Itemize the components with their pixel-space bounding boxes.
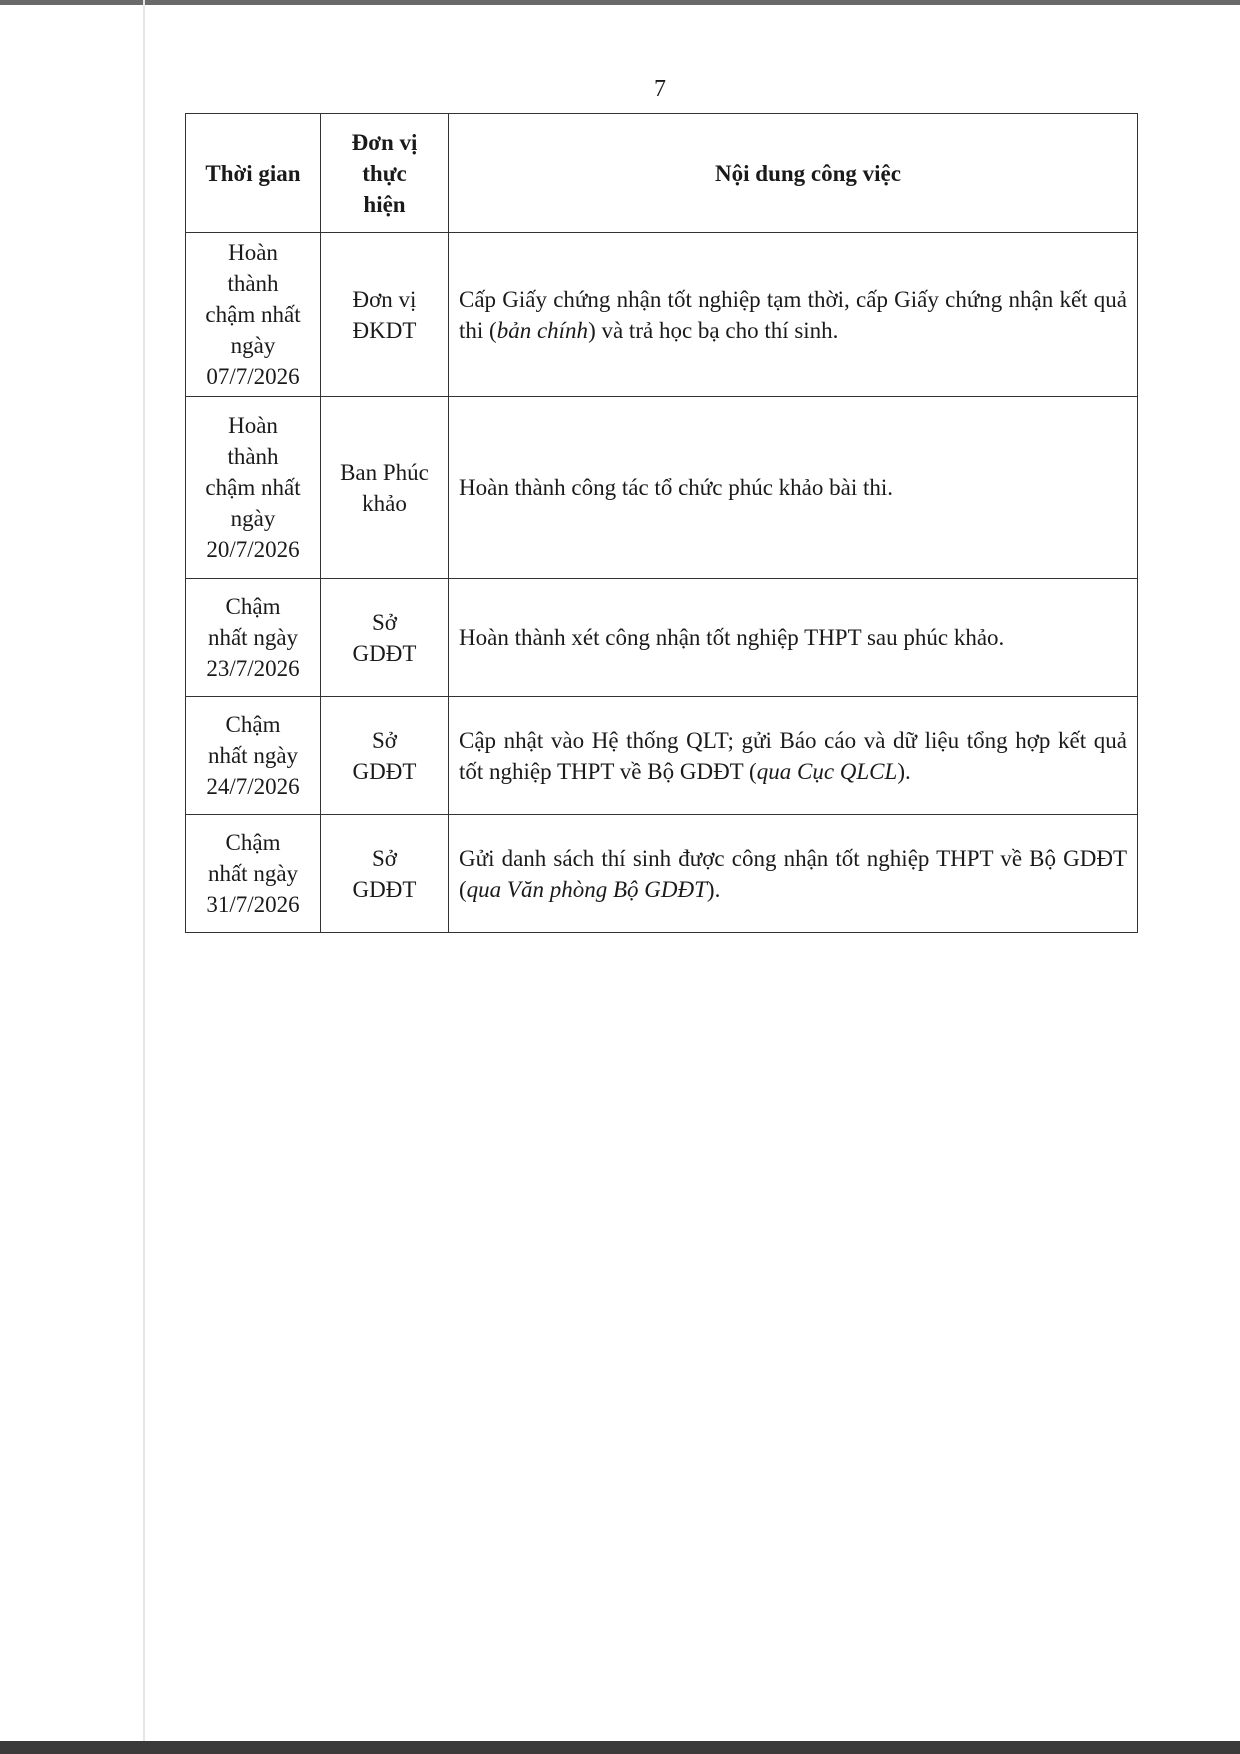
table-row	[186, 815, 1138, 933]
scan-edge-top	[0, 0, 1240, 5]
table-row	[186, 579, 1138, 697]
table-header-row	[186, 114, 1138, 233]
cell-content: Cập nhật vào Hệ thống QLT; gửi Báo cáo và dữ liệu tổng hợp kết quả tốt nghiệp THPT về Bộ GDĐT (qua Cục QLCL).	[449, 697, 1138, 815]
cell-unit: Sở GDĐT	[321, 815, 449, 933]
cell-content: Hoàn thành xét công nhận tốt nghiệp THPT sau phúc khảo.	[449, 579, 1138, 697]
scan-edge-left	[143, 0, 145, 1754]
cell-time: Chậm nhất ngày 24/7/2026	[186, 697, 321, 815]
header-content: Nội dung công việc	[449, 114, 1138, 233]
cell-content: Gửi danh sách thí sinh được công nhận tốt nghiệp THPT về Bộ GDĐT (qua Văn phòng Bộ GDĐT).	[449, 815, 1138, 933]
cell-unit: Sở GDĐT	[321, 697, 449, 815]
cell-time: Chậm nhất ngày 23/7/2026	[186, 579, 321, 697]
header-unit: Đơn vị thực hiện	[321, 114, 449, 233]
cell-unit: Sở GDĐT	[321, 579, 449, 697]
cell-content: Hoàn thành công tác tổ chức phúc khảo bài thi.	[449, 397, 1138, 579]
cell-unit: Đơn vị ĐKDT	[321, 233, 449, 397]
scan-edge-bottom	[0, 1741, 1240, 1754]
table-row	[186, 697, 1138, 815]
table-row	[186, 397, 1138, 579]
table-row	[186, 233, 1138, 397]
cell-time: Hoàn thành chậm nhất ngày 07/7/2026	[186, 233, 321, 397]
schedule-table	[185, 113, 1138, 933]
page-number: 7	[654, 76, 666, 102]
cell-unit: Ban Phúc khảo	[321, 397, 449, 579]
header-time: Thời gian	[186, 114, 321, 233]
cell-content: Cấp Giấy chứng nhận tốt nghiệp tạm thời, cấp Giấy chứng nhận kết quả thi (bản chính) và trả học bạ cho thí sinh.	[449, 233, 1138, 397]
cell-time: Chậm nhất ngày 31/7/2026	[186, 815, 321, 933]
cell-time: Hoàn thành chậm nhất ngày 20/7/2026	[186, 397, 321, 579]
